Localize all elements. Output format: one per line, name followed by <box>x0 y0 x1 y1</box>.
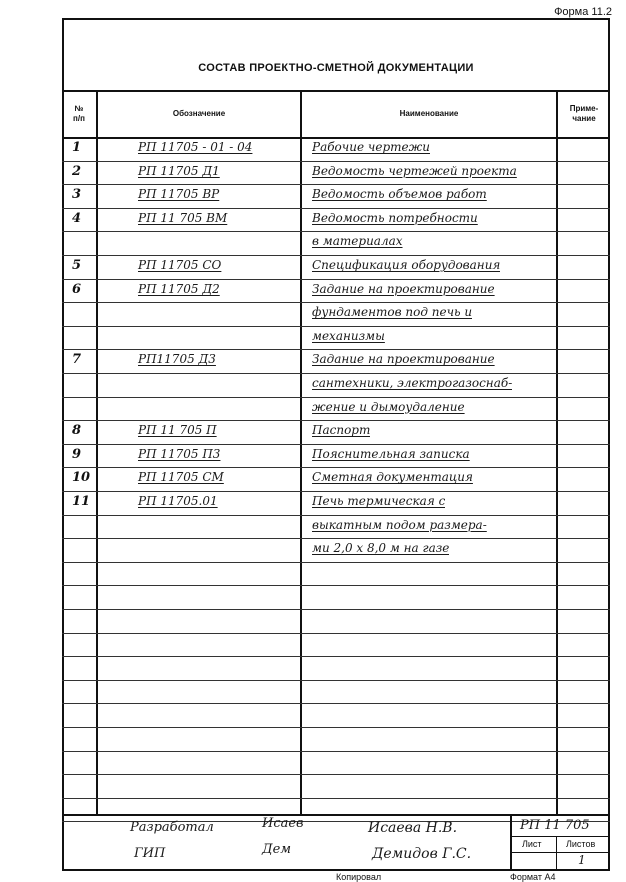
row-line <box>62 467 610 468</box>
doc-code: РП 11 705 <box>520 818 590 833</box>
row-line <box>62 751 610 752</box>
row-designation: РП11705 Д3 <box>138 352 216 367</box>
row-line <box>62 562 610 563</box>
row-designation: РП 11705 Д2 <box>138 281 220 296</box>
row-name: Сметная документация <box>312 470 473 485</box>
row-line <box>62 231 610 232</box>
row-designation: РП 11 705 ВМ <box>138 210 228 225</box>
row-line <box>62 515 610 516</box>
row-name: сантехники, электрогазоснаб- <box>312 376 513 390</box>
stamp-sheet-line <box>510 852 610 853</box>
row-number: 9 <box>72 446 82 462</box>
row-line <box>62 656 610 657</box>
row-number: 4 <box>72 210 82 226</box>
row-line <box>62 161 610 162</box>
row-name: Паспорт <box>312 423 371 438</box>
gip-name: Демидов Г.С. <box>372 846 472 862</box>
form-number: Форма 11.2 <box>554 6 612 18</box>
row-line <box>62 349 610 350</box>
row-name: фундаментов под печь и <box>312 305 473 320</box>
row-line <box>62 326 610 327</box>
row-number: 2 <box>72 163 82 179</box>
row-line <box>62 373 610 374</box>
copied-label: Копировал <box>336 872 382 882</box>
row-designation: РП 11705 ВР <box>138 187 220 202</box>
stamp-divider <box>510 814 512 870</box>
row-line <box>62 585 610 586</box>
row-line <box>62 444 610 445</box>
stamp-top-line <box>62 814 610 816</box>
row-line <box>62 727 610 728</box>
row-name: Задание на проектирование <box>312 281 495 296</box>
document-title: СОСТАВ ПРОЕКТНО-СМЕТНОЙ ДОКУМЕНТАЦИИ <box>198 62 474 74</box>
row-name: Печь термическая с <box>312 494 446 508</box>
row-designation: РП 11705 Д1 <box>138 163 220 178</box>
row-line <box>62 397 610 398</box>
row-designation: РП 11705.01 <box>138 494 218 508</box>
row-number: 3 <box>72 187 82 203</box>
row-number: 7 <box>72 352 82 368</box>
row-name: Рабочие чертежи <box>312 140 430 154</box>
row-name: выкатным подом размера- <box>312 517 487 532</box>
row-name: жение и дымоудаление <box>312 399 465 414</box>
sheet-label: Лист <box>522 839 542 849</box>
row-number: 11 <box>72 494 91 509</box>
row-line <box>62 703 610 704</box>
row-designation: РП 11705 СО <box>138 258 222 272</box>
row-number: 5 <box>72 258 82 273</box>
row-line <box>62 798 610 799</box>
row-name: Задание на проектирование <box>312 352 495 367</box>
row-line <box>62 279 610 280</box>
row-number: 8 <box>72 423 82 439</box>
row-name: Ведомость потребности <box>312 210 478 225</box>
row-designation: РП 11705 - 01 - 04 <box>138 140 253 154</box>
row-line <box>62 208 610 209</box>
row-line <box>62 491 610 492</box>
developed-signature: Исаев <box>262 816 304 831</box>
row-designation: РП 11 705 П <box>138 423 217 438</box>
row-name: ми 2,0 х 8,0 м на газе <box>312 541 450 556</box>
row-line <box>62 184 610 185</box>
col-divider-name <box>556 90 558 814</box>
stamp-code-line <box>510 836 610 837</box>
format-label: Формат А4 <box>510 872 556 882</box>
row-number: 6 <box>72 281 82 297</box>
col-divider-num <box>96 90 98 814</box>
row-designation: РП 11705 СМ <box>138 470 224 485</box>
row-line <box>62 633 610 634</box>
gip-label: ГИП <box>134 846 166 861</box>
header-note: Приме- чание <box>569 104 599 123</box>
row-line <box>62 302 610 303</box>
row-line <box>62 420 610 421</box>
row-number: 10 <box>72 470 91 486</box>
row-name: Пояснительная записка <box>312 446 470 461</box>
row-line <box>62 538 610 539</box>
developed-label: Разработал <box>130 820 214 835</box>
row-number: 1 <box>72 140 82 155</box>
header-name: Наименование <box>399 109 459 118</box>
row-name: Ведомость чертежей проекта <box>312 163 517 178</box>
header-bottom-line <box>62 137 610 139</box>
row-name: Ведомость объемов работ <box>312 187 487 202</box>
stamp-sheet-divider <box>556 836 557 870</box>
sheets-label: Листов <box>566 839 596 849</box>
row-line <box>62 774 610 775</box>
row-name: Спецификация оборудования <box>312 258 501 272</box>
row-line <box>62 609 610 610</box>
row-designation: РП 11705 П3 <box>138 446 221 461</box>
sheets-value: 1 <box>578 853 586 867</box>
developed-name: Исаева Н.В. <box>368 820 458 836</box>
row-name: механизмы <box>312 328 385 343</box>
row-line <box>62 255 610 256</box>
gip-signature: Дем <box>262 842 292 857</box>
row-line <box>62 680 610 681</box>
col-divider-code <box>300 90 302 814</box>
row-name: в материалах <box>312 234 403 249</box>
header-num: № п/п <box>73 104 85 123</box>
header-designation: Обозначение <box>172 109 226 118</box>
